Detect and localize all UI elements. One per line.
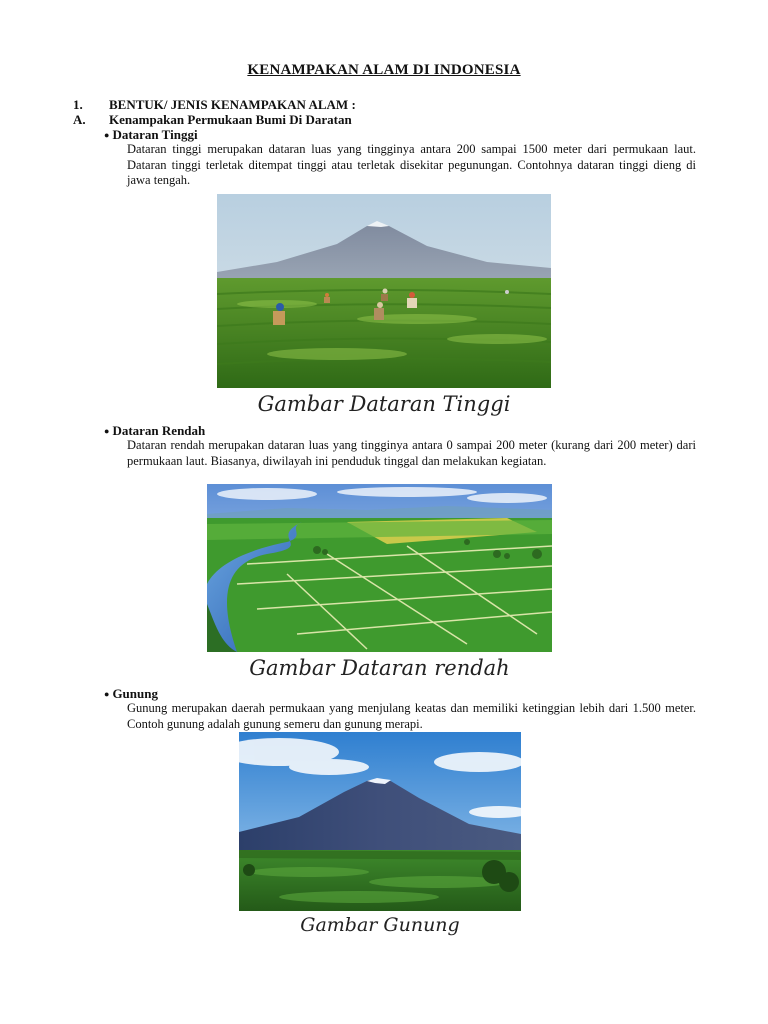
section-subtitle: Kenampakan Permukaan Bumi Di Daratan <box>109 112 352 127</box>
caption-gunung: Gambar Gunung <box>300 914 460 936</box>
section-letter: A. <box>73 112 86 127</box>
image-dataran-rendah <box>207 484 552 652</box>
paragraph-dataran-rendah: Dataran rendah merupakan dataran luas yang tingginya antara 0 sampai 200 meter (kurang dari 200 meter) dari permukaan laut. Biasanya, diwilayah ini penduduk tinggal dan melakukan kegiatan. <box>127 438 696 468</box>
bullet-label: Dataran Tinggi <box>112 127 198 142</box>
bullet-heading-gunung <box>104 686 158 702</box>
caption-dataran-tinggi: Gambar Dataran Tinggi <box>257 392 511 416</box>
document-title: KENAMPAKAN ALAM DI INDONESIA <box>247 62 521 78</box>
bullet-heading-dataran-rendah <box>104 423 205 439</box>
image-gunung <box>239 732 521 911</box>
bullet-label: Dataran Rendah <box>112 423 206 438</box>
bullet-icon: ● <box>104 689 110 699</box>
image-dataran-tinggi <box>217 194 551 388</box>
bullet-icon: ● <box>104 130 110 140</box>
paragraph-gunung: Gunung merupakan daerah permukaan yang menjulang keatas dan memiliki ketinggian lebih dari 1.500 meter. Contoh gunung adalah gunung semeru dan gunung merapi. <box>127 701 696 731</box>
bullet-icon: ● <box>104 426 110 436</box>
bullet-heading-dataran-tinggi <box>104 127 198 143</box>
bullet-label: Gunung <box>112 686 158 701</box>
paragraph-dataran-tinggi: Dataran tinggi merupakan dataran luas yang tingginya antara 200 sampai 1500 meter dari permukaan laut. Dataran tinggi terletak ditempat tinggi atau terletak disekitar pegunungan. Contohnya dataran tinggi dieng di jawa tengah. <box>127 142 696 187</box>
caption-dataran-rendah: Gambar Dataran rendah <box>249 656 510 680</box>
section-number: 1. <box>73 97 83 112</box>
section-title: BENTUK/ JENIS KENAMPAKAN ALAM : <box>109 97 356 112</box>
